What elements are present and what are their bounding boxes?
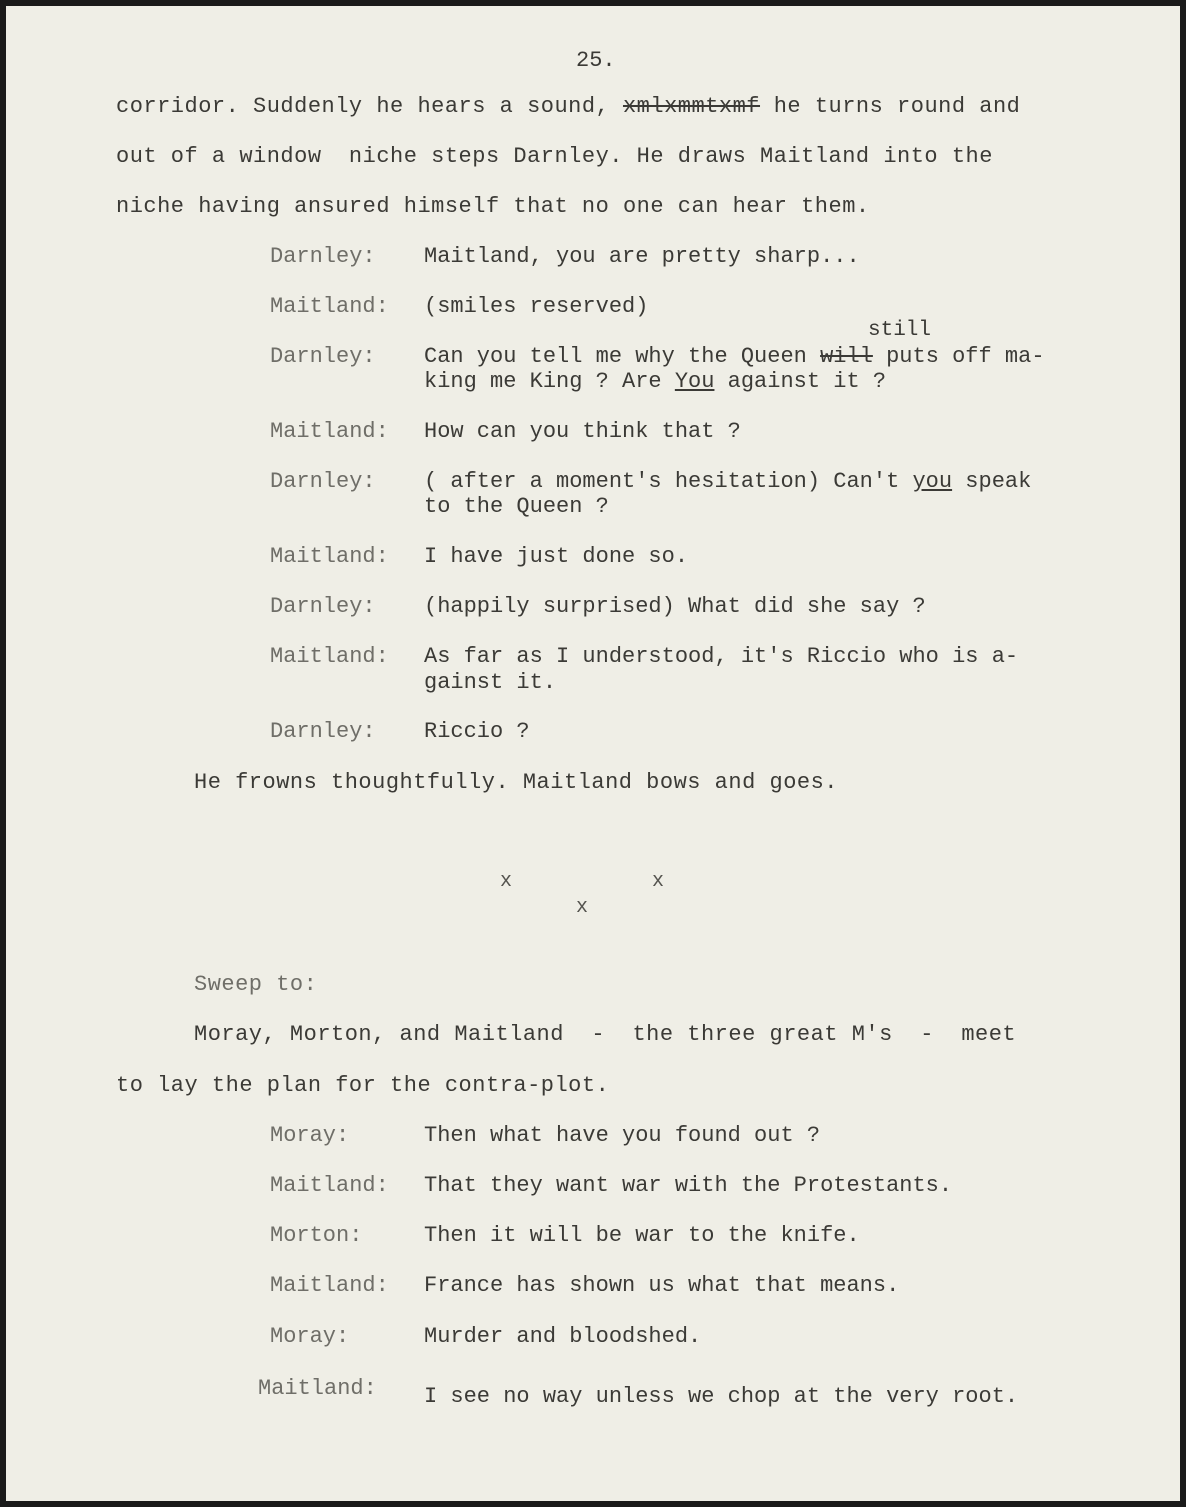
intro-line-1: corridor. Suddenly he hears a sound, xmlxmmtxmf he turns round and [116, 94, 1021, 119]
speaker-label: Darnley: [270, 594, 376, 619]
dialogue-line: Then what have you found out ? [424, 1123, 821, 1148]
speaker-label: Morton: [270, 1223, 363, 1248]
page-number: 25. [576, 48, 616, 73]
dialogue-line: ( after a moment's hesitation) Can't you speak [424, 469, 1032, 494]
speaker-label: Maitland: [270, 1173, 389, 1198]
struck-text: will [820, 344, 873, 369]
speaker-label: Maitland: [258, 1376, 377, 1401]
speaker-label: Maitland: [270, 419, 389, 444]
dialogue-line: Maitland, you are pretty sharp... [424, 244, 860, 269]
dialogue-line: gainst it. [424, 670, 557, 695]
speaker-label: Darnley: [270, 719, 376, 744]
typewritten-page [6, 6, 1180, 1501]
section-separator-mark: x [500, 870, 513, 893]
dialogue-line: I have just done so. [424, 544, 689, 569]
dialogue-line: (happily surprised) What did she say ? [424, 594, 926, 619]
action-line: He frowns thoughtfully. Maitland bows and goes. [194, 770, 839, 795]
scene-line-1: Moray, Morton, and Maitland - the three great M's - meet [194, 1022, 1017, 1047]
section-separator-mark: x [652, 870, 665, 893]
dialogue-line: I see no way unless we chop at the very root. [424, 1384, 1019, 1409]
underlined-text: you [912, 469, 953, 494]
dialogue-line: As far as I understood, it's Riccio who is a- [424, 644, 1019, 669]
speaker-label: Maitland: [270, 644, 389, 669]
speaker-label: Darnley: [270, 244, 376, 269]
intro-line-2: out of a window niche steps Darnley. He draws Maitland into the [116, 144, 993, 169]
speaker-label: Darnley: [270, 344, 376, 369]
dialogue-line: Can you tell me why the Queen will puts off ma- [424, 344, 1045, 369]
dialogue-line: king me King ? Are You against it ? [424, 369, 887, 394]
dialogue-line: How can you think that ? [424, 419, 741, 444]
scene-line-2: to lay the plan for the contra-plot. [116, 1073, 610, 1098]
dialogue-line: That they want war with the Protestants. [424, 1173, 953, 1198]
dialogue-line: (smiles reserved) [424, 294, 649, 319]
speaker-label: Moray: [270, 1123, 350, 1148]
dialogue-line: Riccio ? [424, 719, 530, 744]
speaker-label: Moray: [270, 1324, 350, 1349]
speaker-label: Darnley: [270, 469, 376, 494]
underlined-text: You [674, 369, 715, 394]
dialogue-line: Then it will be war to the knife. [424, 1223, 860, 1248]
speaker-label: Maitland: [270, 294, 389, 319]
speaker-label: Maitland: [270, 544, 389, 569]
intro-line-3: niche having ansured himself that no one can hear them. [116, 194, 870, 219]
section-separator-mark: x [576, 896, 589, 919]
handwritten-insert: still [868, 319, 932, 342]
dialogue-line: Murder and bloodshed. [424, 1324, 702, 1349]
dialogue-line: France has shown us what that means. [424, 1273, 900, 1298]
speaker-label: Maitland: [270, 1273, 389, 1298]
dialogue-line: to the Queen ? [424, 494, 609, 519]
struck-text: xmlxmmtxmf [622, 94, 761, 119]
scene-transition: Sweep to: [194, 972, 318, 997]
